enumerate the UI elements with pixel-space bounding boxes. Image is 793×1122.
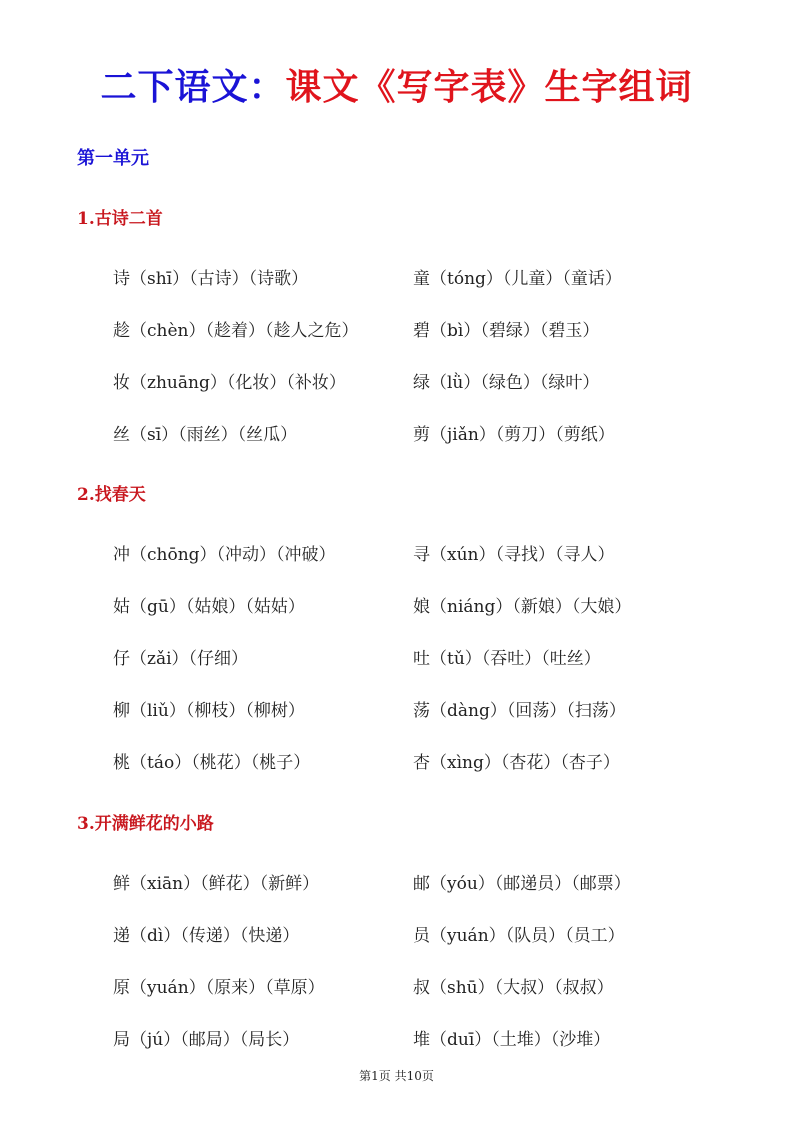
lesson-2-title: 2.找春天	[77, 485, 146, 505]
word-entry: 吐（tǔ）（吞吐）（吐丝）	[413, 649, 601, 669]
word-entry: 仔（zǎi）（仔细）	[113, 649, 249, 669]
lesson-3-word-grid	[113, 869, 713, 1077]
word-entry: 妆（zhuāng）（化妆）（补妆）	[113, 373, 346, 393]
word-entry: 叔（shū）（大叔）（叔叔）	[413, 978, 614, 998]
word-entry: 递（dì）（传递）（快递）	[113, 926, 300, 946]
page-title	[0, 62, 793, 114]
lesson-1-title: 1.古诗二首	[77, 209, 163, 229]
word-entry: 员（yuán）（队员）（员工）	[413, 926, 625, 946]
word-entry: 剪（jiǎn）（剪刀）（剪纸）	[413, 425, 615, 445]
word-entry: 邮（yóu）（邮递员）（邮票）	[413, 874, 631, 894]
word-entry: 姑（gū）（姑娘）（姑姑）	[113, 597, 305, 617]
lesson-3-title: 3.开满鲜花的小路	[77, 814, 214, 834]
word-entry: 绿（lǜ）（绿色）（绿叶）	[413, 373, 600, 393]
word-entry: 冲（chōng）（冲动）（冲破）	[113, 545, 336, 565]
page-footer: 第1页 共10页	[359, 1069, 434, 1083]
word-entry: 桃（táo）（桃花）（桃子）	[113, 753, 311, 773]
title-grade-subject: 二下语文：	[100, 67, 286, 108]
title-topic: 课文《写字表》生字组词	[285, 67, 693, 108]
word-entry: 寻（xún）（寻找）（寻人）	[413, 545, 615, 565]
word-entry: 原（yuán）（原来）（草原）	[113, 978, 325, 998]
word-entry: 柳（liǔ）（柳枝）（柳树）	[113, 701, 305, 721]
lesson-1-word-grid	[113, 264, 713, 472]
word-entry: 童（tóng）（儿童）（童话）	[413, 269, 622, 289]
word-entry: 局（jú）（邮局）（局长）	[113, 1030, 300, 1050]
lesson-2-word-grid	[113, 540, 713, 800]
word-entry: 堆（duī）（土堆）（沙堆）	[413, 1030, 611, 1050]
word-entry: 杏（xìng）（杏花）（杏子）	[413, 753, 620, 773]
word-entry: 碧（bì）（碧绿）（碧玉）	[413, 321, 600, 341]
word-entry: 丝（sī）（雨丝）（丝瓜）	[113, 425, 298, 445]
word-entry: 诗（shī）（古诗）（诗歌）	[113, 269, 309, 289]
word-entry: 趁（chèn）（趁着）（趁人之危）	[113, 321, 359, 341]
word-entry: 娘（niáng）（新娘）（大娘）	[413, 597, 632, 617]
word-entry: 鲜（xiān）（鲜花）（新鲜）	[113, 874, 320, 894]
word-entry: 荡（dàng）（回荡）（扫荡）	[413, 701, 626, 721]
unit-heading: 第一单元	[77, 148, 149, 169]
